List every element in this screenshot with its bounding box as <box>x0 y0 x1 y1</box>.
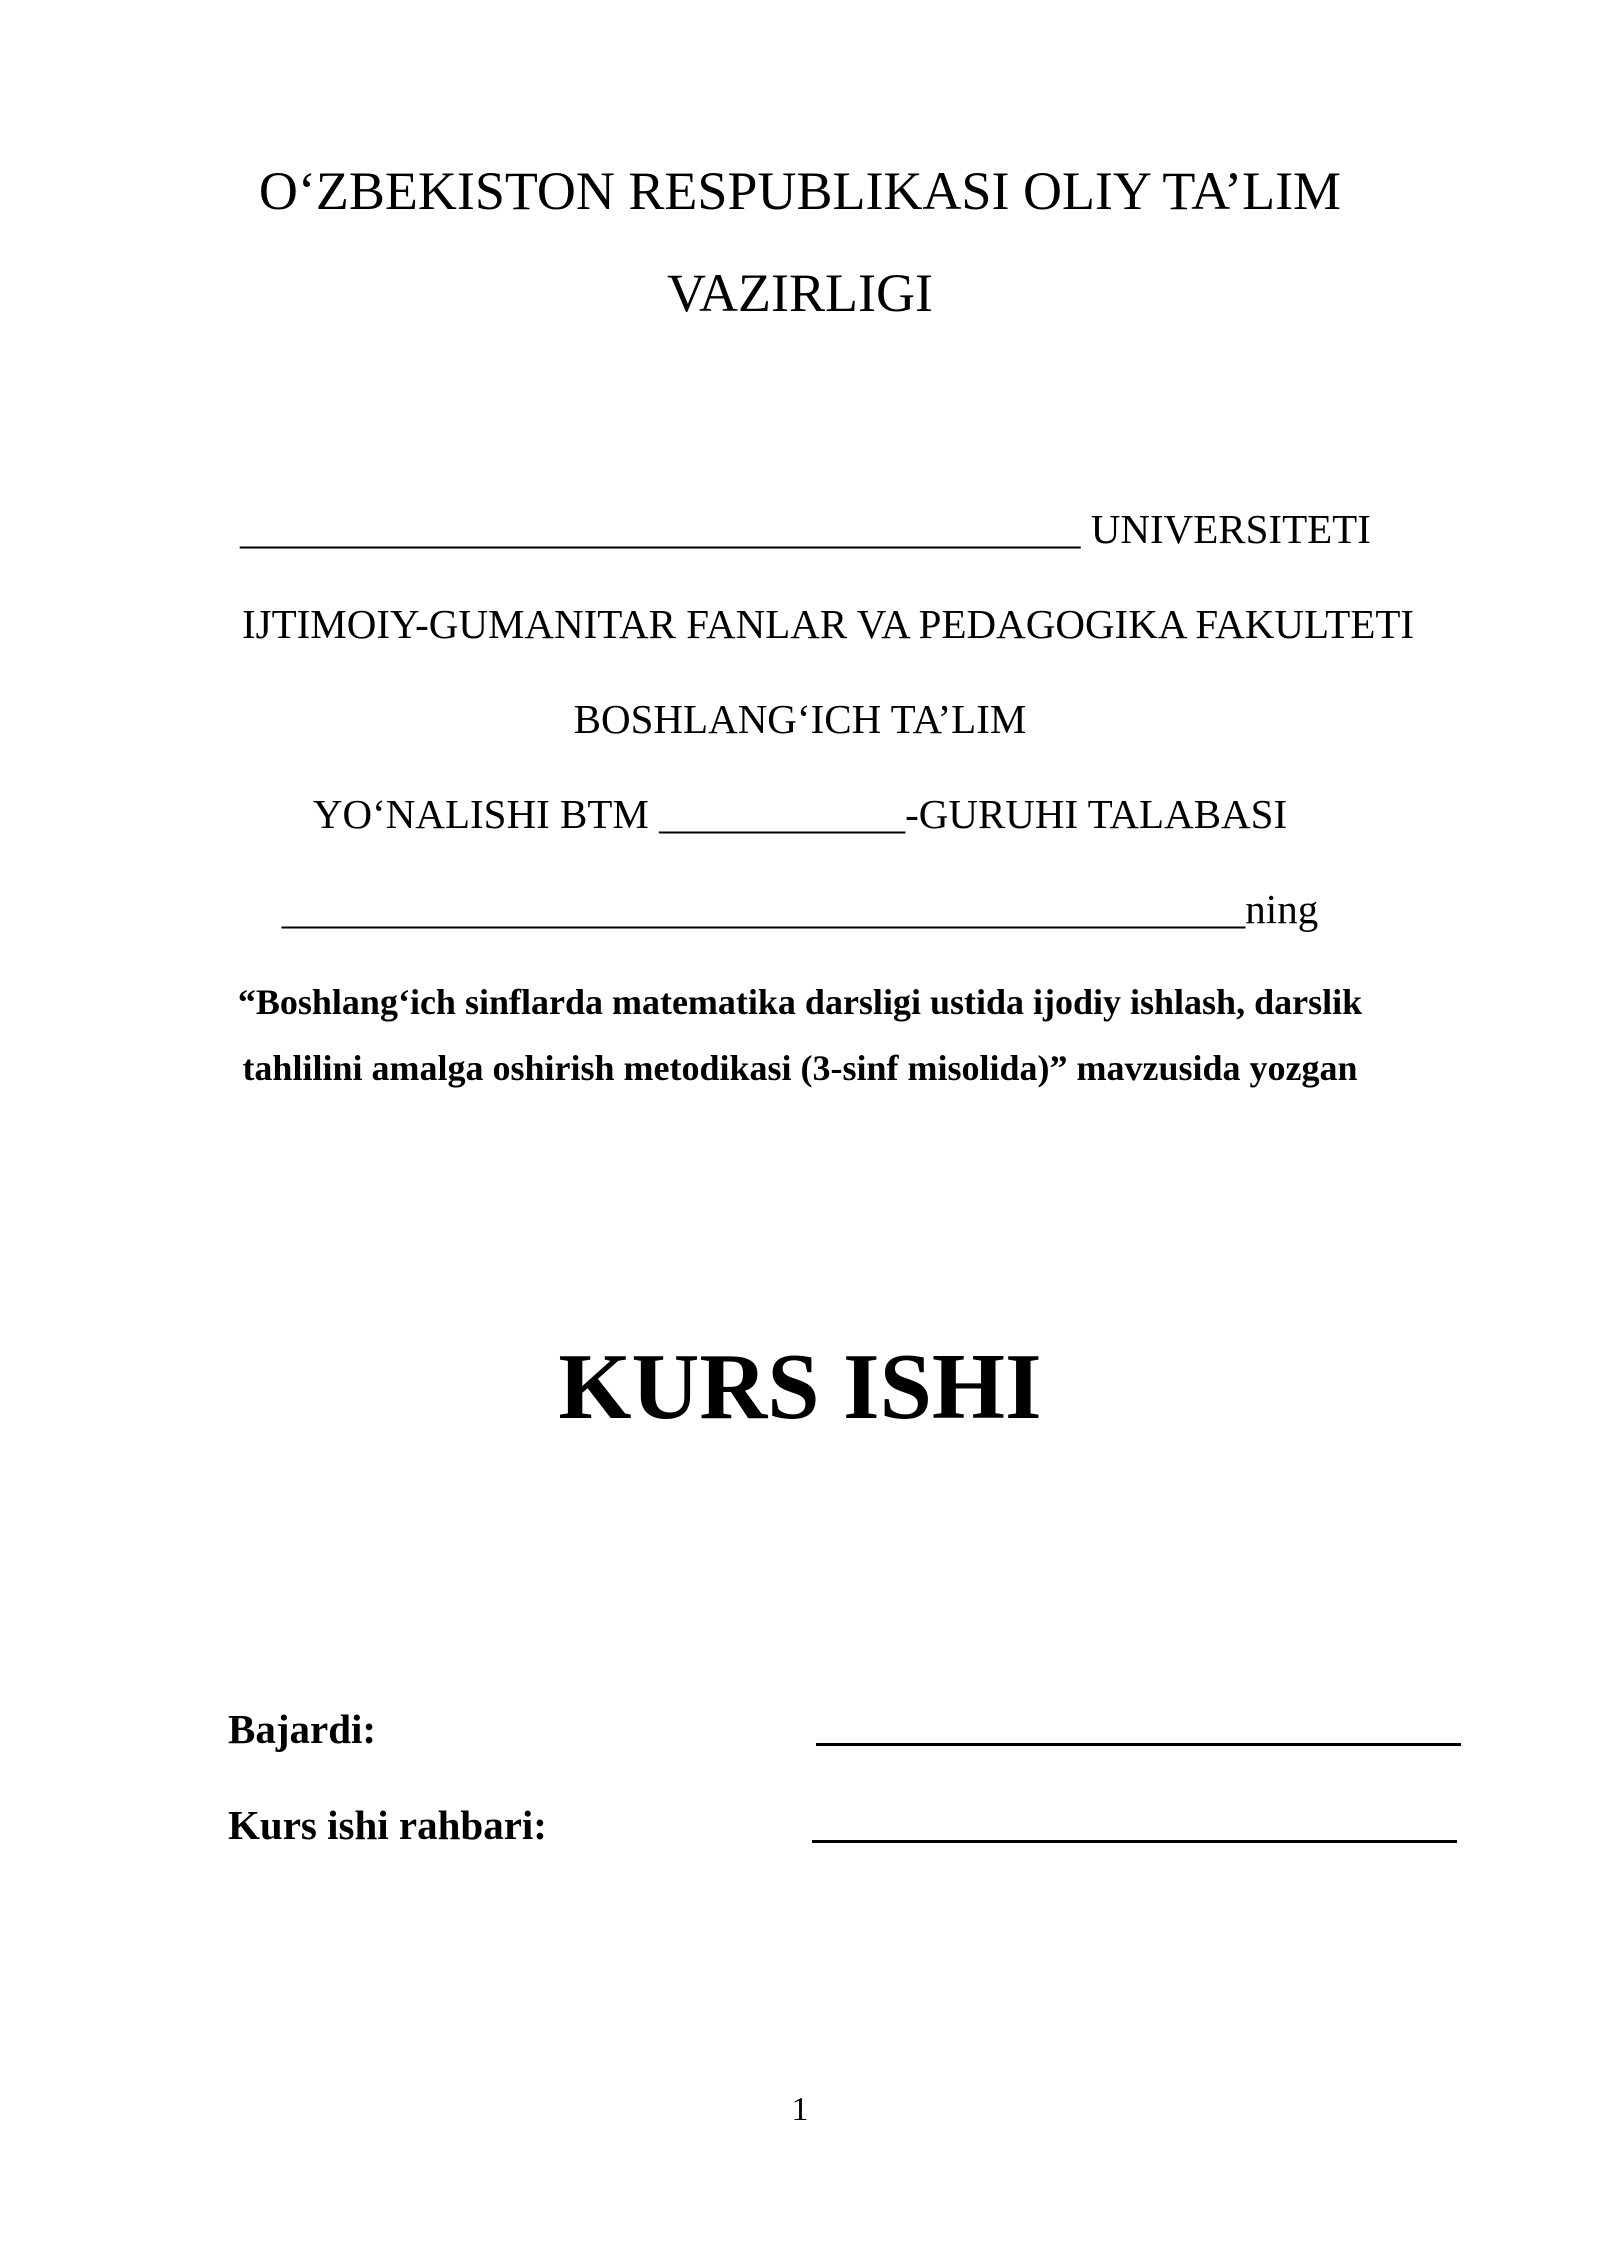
performed-by-signature-line <box>816 1743 1461 1746</box>
faculty-line: IJTIMOIY-GUMANITAR FANLAR VA PEDAGOGIKA FAKULTETI <box>242 601 1415 647</box>
ministry-title-line-2: VAZIRLIGI <box>667 263 933 323</box>
group-line: YO‘NALISHI BTM ____________-GURUHI TALABASI <box>312 791 1288 837</box>
supervisor-signature-line <box>812 1840 1457 1843</box>
document-title: KURS ISHI <box>558 1335 1042 1439</box>
student-line: _______________________________________________ning <box>281 886 1319 932</box>
theme-line-1: “Boshlang‘ich sinflarda matematika darsligi ustida ijodiy ishlash, darslik <box>237 982 1363 1022</box>
performed-by-label: Bajardi: <box>228 1706 377 1752</box>
direction-line: BOSHLANG‘ICH TA’LIM <box>573 696 1027 742</box>
university-line: _________________________________________ UNIVERSITETI <box>240 506 1371 552</box>
page-number: 1 <box>791 2091 809 2128</box>
ministry-title-line-1: O‘ZBEKISTON RESPUBLIKASI OLIY TA’LIM <box>258 161 1342 221</box>
theme-line-2: tahlilini amalga oshirish metodikasi (3-sinf misolida)” mavzusida yozgan <box>242 1048 1358 1088</box>
supervisor-label: Kurs ishi rahbari: <box>228 1802 547 1848</box>
